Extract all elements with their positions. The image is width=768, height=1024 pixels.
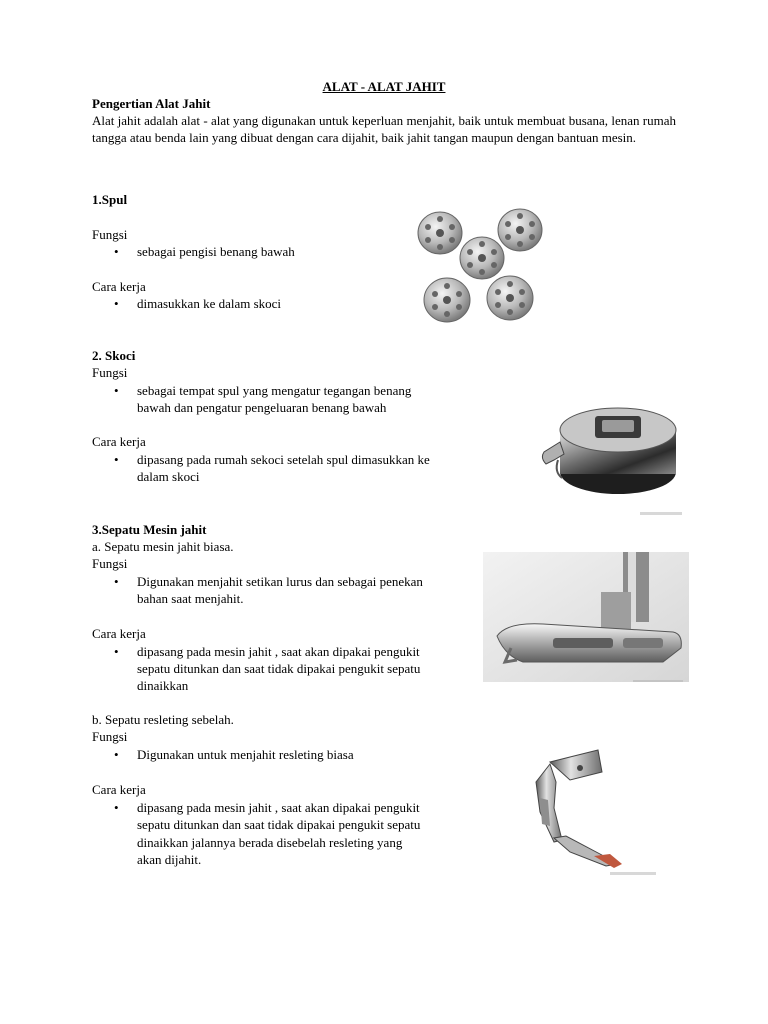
skoci-fungsi-line-2: bawah dan pengatur pengeluaran benang bawah bbox=[137, 400, 387, 415]
bullet: • bbox=[114, 452, 119, 467]
spul-cara-item: dimasukkan ke dalam skoci bbox=[137, 296, 282, 311]
sepatu-b-cara-line-3: dinaikkan jalannya berada disebelah resleting yang bbox=[137, 835, 403, 850]
spul-fungsi-item: sebagai pengisi benang bawah bbox=[137, 244, 295, 259]
sepatu-b-cara-line-1: dipasang pada mesin jahit , saat akan dipakai pengukit bbox=[137, 800, 420, 815]
sepatu-a-subheading: a. Sepatu mesin jahit biasa. bbox=[92, 539, 234, 554]
sepatu-b-cara-line-4: akan dijahit. bbox=[137, 852, 202, 867]
sepatu-b-fungsi-line-1: Digunakan untuk menjahit resleting biasa bbox=[137, 747, 354, 762]
sepatu-a-fungsi-label: Fungsi bbox=[92, 556, 128, 571]
sepatu-a-cara-label: Cara kerja bbox=[92, 626, 146, 641]
skoci-fungsi-label: Fungsi bbox=[92, 365, 128, 380]
intro-text: Alat jahit adalah alat - alat yang digunakan untuk keperluan menjahit, baik untuk membuat busana, lenan rumah tangga atau benda lain yang dibuat dengan cara dijahit, baik jahit tangan maupun dengan bantuan mesin. bbox=[92, 113, 676, 145]
sepatu-a-cara-line-2: sepatu ditunkan dan saat tidak dipakai pengukit sepatu bbox=[137, 661, 421, 676]
intro-heading: Pengertian Alat Jahit bbox=[92, 96, 211, 111]
sepatu-a-fungsi-line-2: bahan saat menjahit. bbox=[137, 591, 244, 606]
bullet: • bbox=[114, 296, 119, 311]
sepatu-b-subheading: b. Sepatu resleting sebelah. bbox=[92, 712, 234, 727]
spul-heading: 1.Spul bbox=[92, 192, 128, 207]
bobbin-case-image bbox=[540, 380, 690, 520]
bullet: • bbox=[114, 244, 119, 259]
spul-cara-label: Cara kerja bbox=[92, 279, 146, 294]
skoci-cara-line-1: dipasang pada rumah sekoci setelah spul dimasukkan ke bbox=[137, 452, 430, 467]
page-title: ALAT - ALAT JAHIT bbox=[322, 79, 446, 94]
sepatu-heading: 3.Sepatu Mesin jahit bbox=[92, 522, 207, 537]
skoci-cara-line-2: dalam skoci bbox=[137, 469, 200, 484]
sepatu-b-fungsi-label: Fungsi bbox=[92, 729, 128, 744]
skoci-cara-label: Cara kerja bbox=[92, 434, 146, 449]
zipper-foot-image bbox=[510, 742, 660, 877]
bullet: • bbox=[114, 747, 119, 762]
bullet: • bbox=[114, 644, 119, 659]
bobbins-image bbox=[410, 200, 560, 335]
bullet: • bbox=[114, 383, 119, 398]
skoci-heading: 2. Skoci bbox=[92, 348, 136, 363]
sepatu-a-cara-line-1: dipasang pada mesin jahit , saat akan dipakai pengukit bbox=[137, 644, 420, 659]
bullet: • bbox=[114, 574, 119, 589]
spul-fungsi-label: Fungsi bbox=[92, 227, 128, 242]
presser-foot-image bbox=[483, 552, 689, 684]
sepatu-b-cara-line-2: sepatu ditunkan dan saat tidak dipakai pengukit sepatu bbox=[137, 817, 421, 832]
sepatu-a-fungsi-line-1: Digunakan menjahit setikan lurus dan sebagai penekan bbox=[137, 574, 423, 589]
sepatu-b-cara-label: Cara kerja bbox=[92, 782, 146, 797]
bullet: • bbox=[114, 800, 119, 815]
skoci-fungsi-line-1: sebagai tempat spul yang mengatur tegangan benang bbox=[137, 383, 412, 398]
sepatu-a-cara-line-3: dinaikkan bbox=[137, 678, 189, 693]
